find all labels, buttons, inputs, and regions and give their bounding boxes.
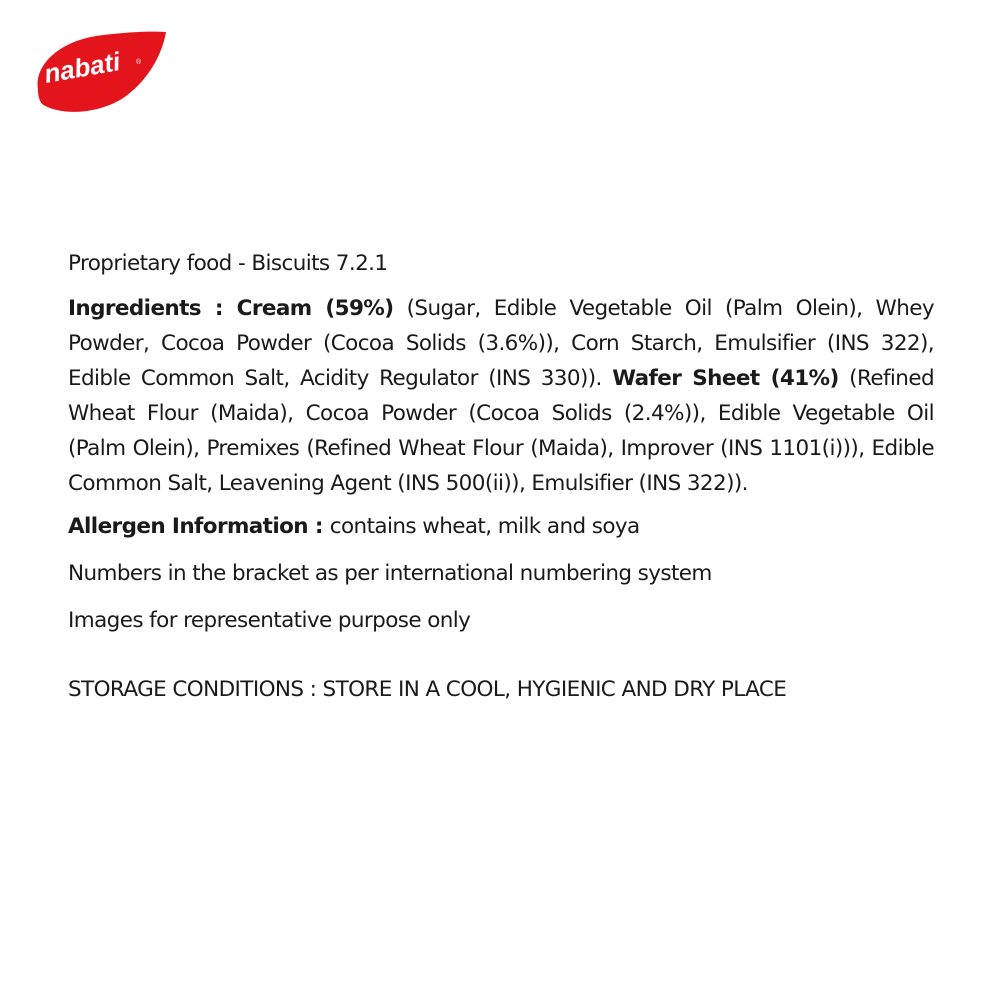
- product-label-text: [68, 246, 934, 707]
- storage-conditions: STORAGE CONDITIONS : STORE IN A COOL, HYGIENIC AND DRY PLACE: [68, 677, 787, 702]
- logo-text: nabati: [41, 46, 123, 89]
- allergen-text: contains wheat, milk and soya: [329, 514, 640, 539]
- registered-mark: ®: [136, 59, 142, 66]
- allergen-heading: Allergen Information :: [68, 514, 330, 539]
- allergen-info: [68, 509, 934, 544]
- product-type: Proprietary food - Biscuits 7.2.1: [68, 251, 388, 276]
- wafer-ingredients: (Refined Wheat Flour (Maida), Cocoa Powder (Cocoa Solids (2.4%)), Edible Vegetable Oil (Palm Olein), Premixes (Refined Wheat Flour (Maida), Improver (INS 1101(i))), Edible Common Salt, Leavening Agent (INS 500(ii)), Emulsifier (INS 322)).: [68, 366, 934, 496]
- cream-heading: Cream (59%): [236, 296, 394, 321]
- cream-ingredients: (Sugar, Edible Vegetable Oil (Palm Olein), Whey Powder, Cocoa Powder (Cocoa Solids (3.6%)), Corn Starch, Emulsifier (INS 322), Edible Common Salt, Acidity Regulator (INS 330)).: [68, 296, 934, 391]
- images-note: Images for representative purpose only: [68, 608, 471, 633]
- ingredients-paragraph: [68, 291, 934, 501]
- nabati-logo: [32, 28, 168, 114]
- ingredients-heading: Ingredients :: [68, 296, 237, 321]
- wafer-heading: Wafer Sheet (41%): [612, 366, 839, 391]
- numbering-note: Numbers in the bracket as per international numbering system: [68, 561, 712, 586]
- nabati-logo-mark: [32, 28, 168, 114]
